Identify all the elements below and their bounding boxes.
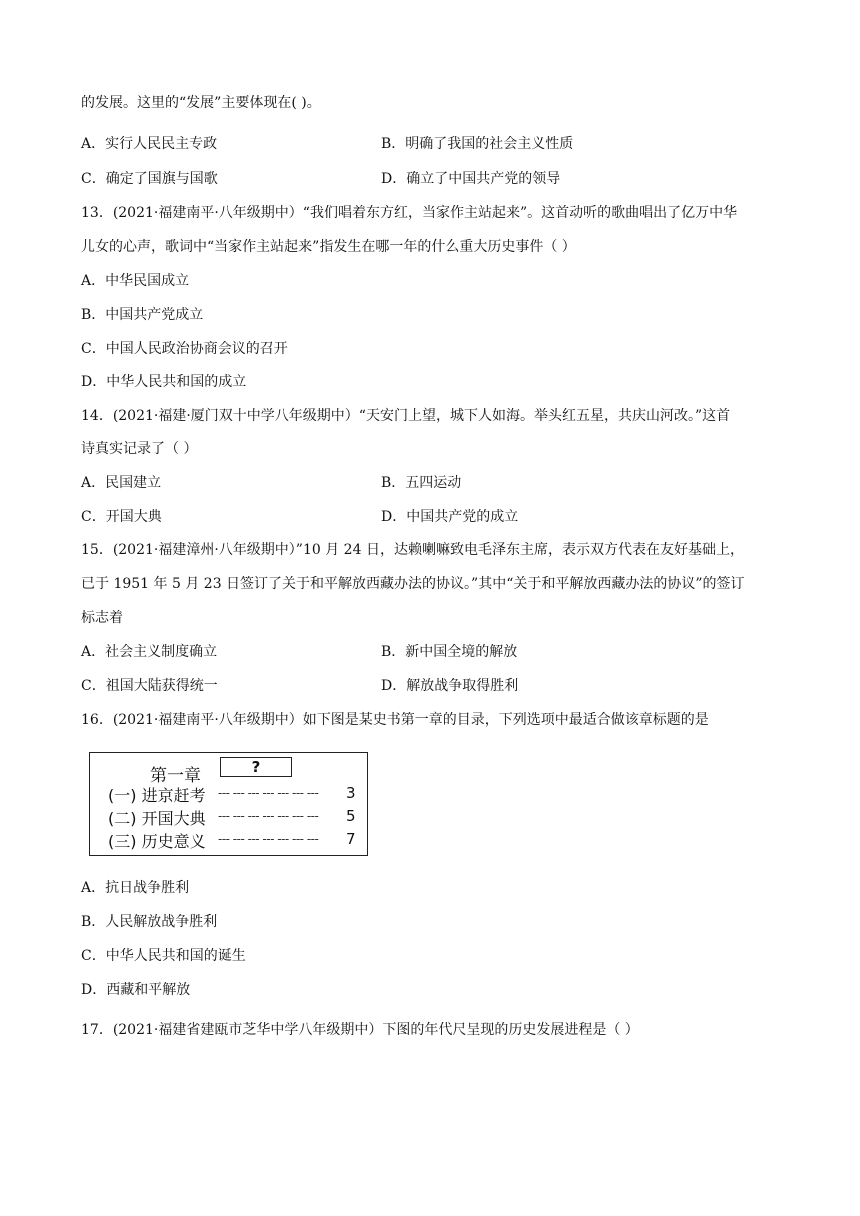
toc-item-page: 3 [346, 784, 356, 802]
q14-option-c: C．开国大典 [81, 509, 162, 525]
q12-option-c: C．确定了国旗与国歌 [81, 171, 218, 187]
toc-leader-dots: --- --- --- --- --- --- --- [218, 832, 319, 846]
q14-option-d: D．中国共产党的成立 [381, 509, 519, 525]
toc-item-label: (二) 开国大典 [108, 809, 206, 828]
q15-option-d: D．解放战争取得胜利 [381, 678, 519, 694]
q12-option-b: B．明确了我国的社会主义性质 [381, 136, 574, 152]
q15-option-b: B．新中国全境的解放 [381, 644, 518, 660]
q15-option-a: A．社会主义制度确立 [81, 644, 218, 660]
question-17-stem: 17．(2021·福建省建瓯市芝华中学八年级期中）下图的年代尺呈现的历史发展进程是（ ） [81, 1022, 639, 1038]
q13-option-d: D．中华人民共和国的成立 [81, 374, 247, 390]
toc-leader-dots: --- --- --- --- --- --- --- [218, 786, 319, 800]
q16-option-c: C．中华人民共和国的诞生 [81, 948, 246, 964]
q16-option-d: D．西藏和平解放 [81, 982, 191, 998]
q16-option-b: B．人民解放战争胜利 [81, 914, 218, 930]
question-14-stem-line-2: 诗真实记录了（ ） [81, 441, 198, 457]
q12-option-a: A．实行人民民主专政 [81, 136, 218, 152]
q15-option-c: C．祖国大陆获得统一 [81, 678, 218, 694]
toc-leader-dots: --- --- --- --- --- --- --- [218, 809, 319, 823]
question-12-stem-tail: 的发展。这里的“发展”主要体现在( )。 [81, 95, 321, 111]
question-14-stem-line-1: 14．(2021·福建·厦门双十中学八年级期中）“天安门上望，城下人如海。举头红五星，共庆山河改。”这首 [81, 408, 731, 424]
question-15-stem-line-2: 已于 1951 年 5 月 23 日签订了关于和平解放西藏办法的协议。”其中“关于和平解放西藏办法的协议”的签订 [81, 576, 745, 592]
toc-chapter-title: 第一章 [150, 766, 201, 786]
question-15-stem-line-1: 15．(2021·福建漳州·八年级期中）”10 月 24 日，达赖喇嘛致电毛泽东主席，表示双方代表在友好基础上， [81, 542, 744, 558]
toc-placeholder-box: ? [220, 757, 292, 777]
q13-option-c: C．中国人民政治协商会议的召开 [81, 341, 288, 357]
question-13-stem-line-1: 13．(2021·福建南平·八年级期中）“我们唱着东方红，当家作主站起来”。这首动听的歌曲唱出了亿万中华 [81, 205, 738, 221]
question-13-stem-line-2: 儿女的心声，歌词中“当家作主站起来”指发生在哪一年的什么重大历史事件（ ） [81, 239, 576, 255]
toc-item-page: 5 [346, 807, 356, 825]
q14-option-b: B．五四运动 [381, 475, 462, 491]
q13-option-b: B．中国共产党成立 [81, 307, 204, 323]
toc-item-label: (一) 进京赶考 [108, 786, 206, 805]
q13-option-a: A．中华民国成立 [81, 273, 190, 289]
toc-item-page: 7 [346, 830, 356, 848]
q16-option-a: A．抗日战争胜利 [81, 880, 190, 896]
table-of-contents-figure [89, 752, 368, 856]
q12-option-d: D．确立了中国共产党的领导 [381, 171, 561, 187]
question-16-stem: 16．(2021·福建南平·八年级期中）如下图是某史书第一章的目录，下列选项中最适合做该章标题的是 [81, 712, 709, 728]
toc-item-label: (三) 历史意义 [108, 832, 206, 851]
q14-option-a: A．民国建立 [81, 475, 162, 491]
question-15-stem-line-3: 标志着 [81, 610, 123, 626]
